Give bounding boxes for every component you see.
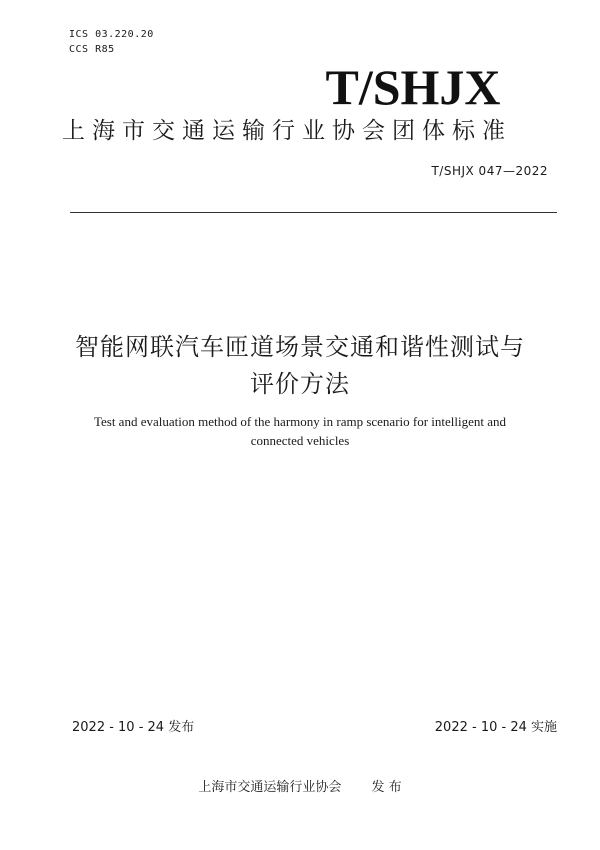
document-title-cn-line1: 智能网联汽车匝道场景交通和谐性测试与: [75, 333, 525, 361]
organization-title: 上海市交通运输行业协会团体标准: [62, 118, 512, 144]
implementation-date: 2022 - 10 - 24 实施: [434, 720, 557, 735]
document-title-en-line1: Test and evaluation method of the harmony in ramp scenario for intelligent and: [93, 414, 507, 429]
publisher-name: 上海市交通运输行业协会: [198, 780, 342, 795]
header-divider: [70, 212, 557, 213]
standard-logo-text: T/SHJX: [325, 59, 501, 114]
standard-number: T/SHJX 047—2022: [431, 164, 548, 178]
document-title-en-line2: connected vehicles: [250, 433, 350, 448]
release-date: 2022 - 10 - 24 发布: [72, 720, 195, 735]
ccs-code: CCS R85: [69, 44, 115, 55]
publisher-line: [0, 776, 600, 795]
ics-code: ICS 03.220.20: [69, 29, 154, 40]
standard-logo: [300, 58, 526, 114]
document-title-cn-line2: 评价方法: [250, 370, 350, 398]
publish-action: 发 布: [371, 780, 402, 795]
